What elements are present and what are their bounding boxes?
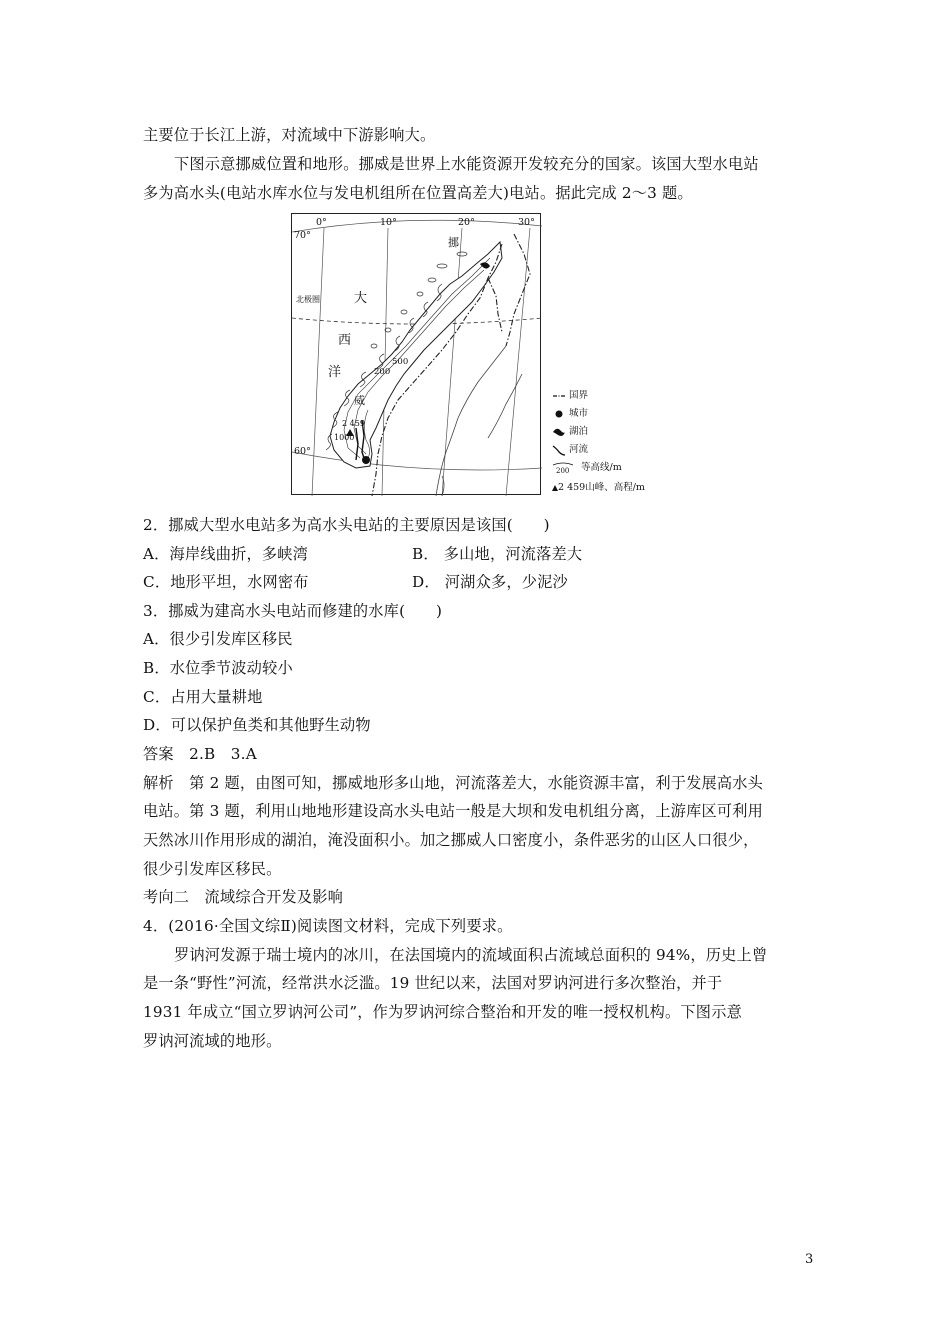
svg-text:200: 200 (556, 467, 570, 474)
lon-label-30: 30° (518, 217, 535, 228)
norway-map (291, 213, 541, 495)
lake-icon (552, 426, 566, 438)
lon-label-10: 10° (380, 217, 397, 228)
legend-peak: 2 459山峰、高程/m (552, 480, 645, 496)
lon-label-20: 20° (458, 217, 475, 228)
answer-line: 答案 2.B 3.A (143, 745, 257, 763)
lat-label-70: 70° (294, 230, 311, 241)
q4-para-line-4: 罗讷河流域的地形。 (143, 1032, 282, 1050)
legend-river: 河流 (552, 442, 588, 458)
contour-icon (552, 462, 578, 474)
contour-label-500: 500 (392, 357, 409, 367)
q2-option-a: A．海岸线曲折，多峡湾 (143, 545, 309, 563)
arctic-circle-label: 北极圈 (296, 295, 320, 304)
q3-option-b: B．水位季节波动较小 (143, 659, 293, 677)
legend-contour: 200 等高线/m (552, 460, 622, 476)
q3-option-c: C．占用大量耕地 (143, 688, 263, 706)
intro-line-2: 下图示意挪威位置和地形。挪威是世界上水能资源开发较充分的国家。该国大型水电站 (174, 155, 759, 173)
lat-label-60: 60° (294, 446, 311, 457)
q4-stem: 4．(2016·全国文综Ⅱ)阅读图文材料，完成下列要求。 (143, 917, 513, 935)
q4-para-line-2: 是一条“野性”河流，经常洪水泛滥。19 世纪以来，法国对罗讷河进行多次整治，并于 (143, 974, 723, 992)
q3-stem: 3．挪威为建高水头电站而修建的水库( ) (143, 602, 443, 620)
country-label-2: 威 (354, 394, 365, 407)
q4-para-line-3: 1931 年成立“国立罗讷河公司”，作为罗讷河综合整治和开发的唯一授权机构。下图示意 (143, 1003, 742, 1021)
page-number: 3 (805, 1252, 814, 1267)
lon-label-0: 0° (316, 217, 327, 228)
city-icon (552, 408, 566, 420)
river-icon (552, 444, 566, 456)
map-legend (552, 388, 682, 498)
q2-stem: 2．挪威大型水电站多为高水头电站的主要原因是该国( ) (143, 516, 550, 534)
legend-city: 城市 (552, 406, 588, 422)
analysis-line-3: 天然冰川作用形成的湖泊，淹没面积小。加之挪威人口密度小，条件恶劣的山区人口很少， (143, 831, 759, 849)
ocean-label-1: 大 (354, 291, 368, 306)
ocean-label-3: 洋 (328, 365, 342, 380)
country-label-1: 挪 (448, 236, 459, 249)
analysis-line-1: 解析 第 2 题，由图可知，挪威地形多山地，河流落差大，水能资源丰富，利于发展高水头 (143, 774, 764, 792)
q4-para-line-1: 罗讷河发源于瑞士境内的冰川，在法国境内的流域面积占流域总面积的 94%，历史上曾 (174, 946, 768, 964)
section-heading: 考向二 流域综合开发及影响 (143, 888, 344, 906)
q2-option-b: B． 多山地，河流落差大 (412, 545, 583, 563)
legend-border: 国界 (552, 388, 588, 404)
q3-option-d: D．可以保护鱼类和其他野生动物 (143, 716, 371, 734)
legend-lake: 湖泊 (552, 424, 588, 440)
intro-line-3: 多为高水头(电站水库水位与发电机组所在位置高差大)电站。据此完成 2～3 题。 (143, 184, 693, 202)
analysis-line-4: 很少引发库区移民。 (143, 860, 282, 878)
q3-option-a: A．很少引发库区移民 (143, 630, 293, 648)
q2-option-d: D． 河湖众多，少泥沙 (412, 573, 568, 591)
ocean-label-2: 西 (338, 333, 352, 348)
border-icon (552, 390, 566, 402)
contour-label-200: 200 (374, 367, 391, 377)
intro-line-1: 主要位于长江上游，对流域中下游影响大。 (143, 126, 436, 144)
analysis-line-2: 电站。第 3 题，利用山地地形建设高水头电站一般是大坝和发电机组分离，上游库区可利用 (143, 802, 764, 820)
q2-option-c: C．地形平坦，水网密布 (143, 573, 309, 591)
peak-label: 2 459 (342, 419, 365, 428)
contour-label-1000: 1000 (334, 433, 355, 442)
